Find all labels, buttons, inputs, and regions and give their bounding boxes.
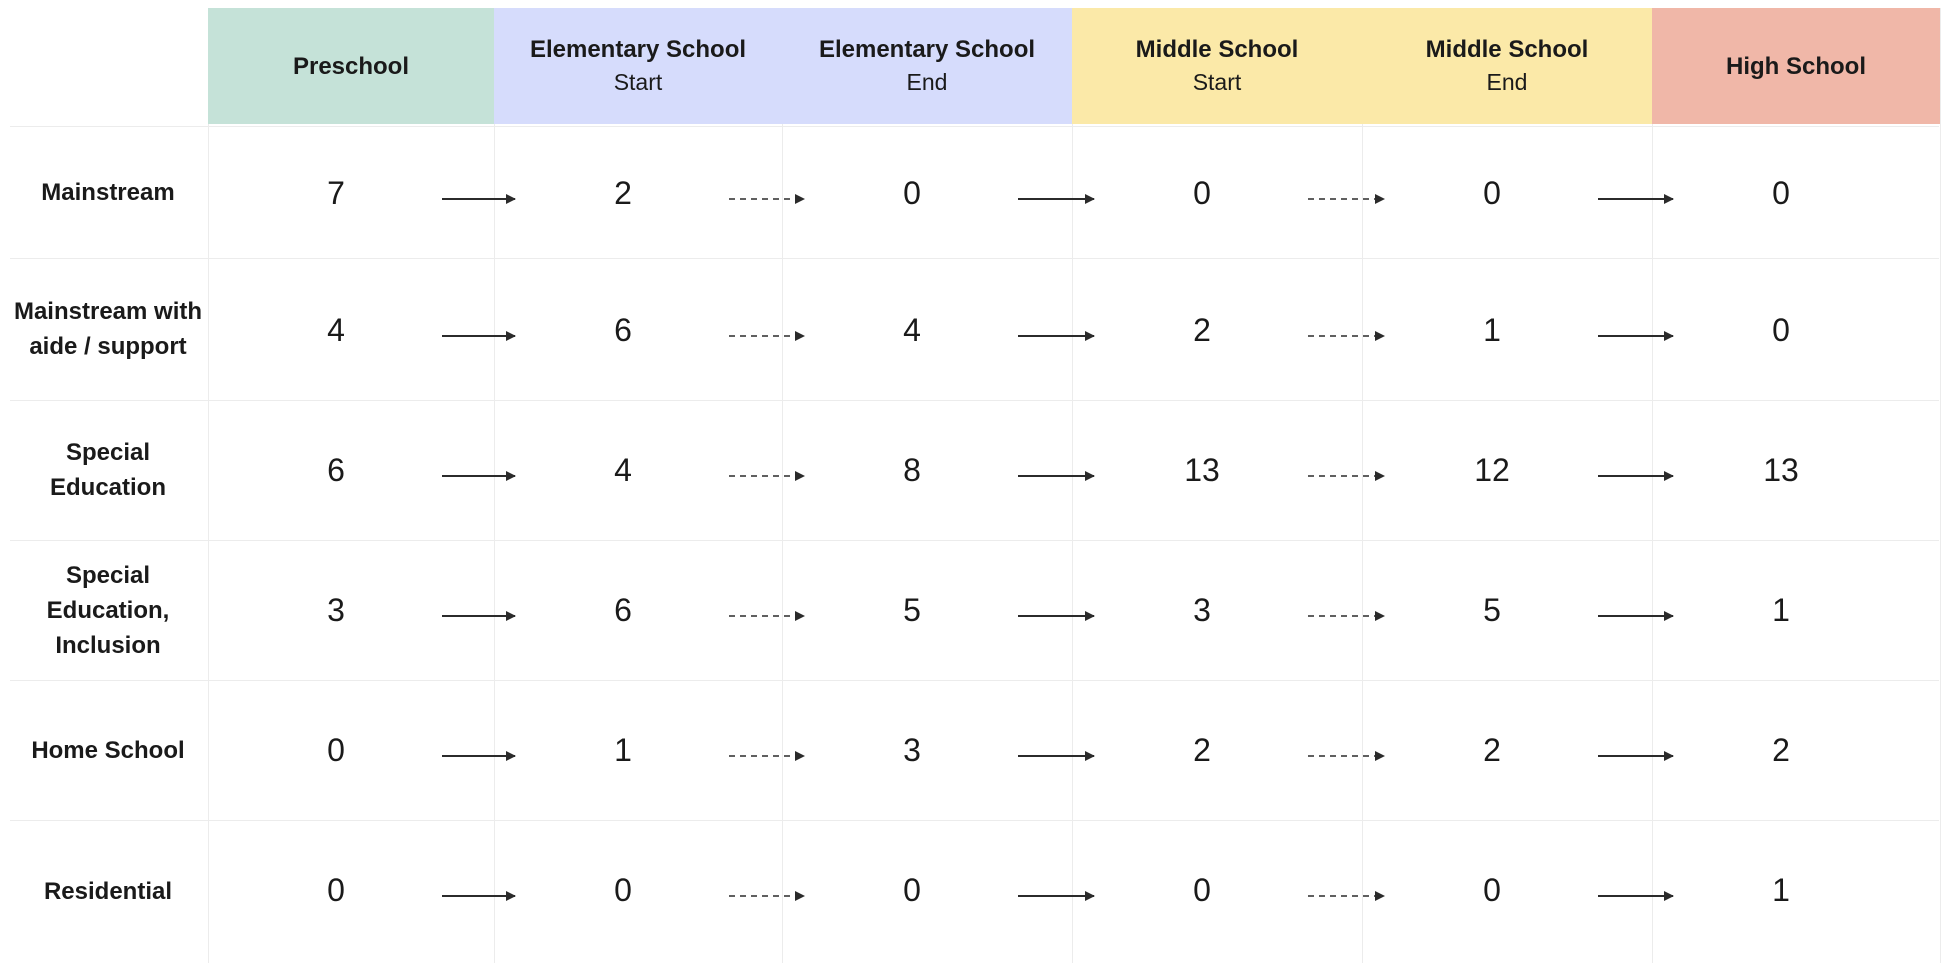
- row-label-text: Residential: [43, 878, 173, 905]
- row-label-text: Mainstream with aide / support: [13, 298, 203, 360]
- row-label-text: Mainstream: [41, 178, 175, 206]
- column-header-subtitle: End: [906, 69, 948, 95]
- count-value: 1: [1772, 872, 1790, 908]
- column-header-title: High School: [1726, 52, 1866, 80]
- column-header-title: Middle School: [1425, 36, 1589, 63]
- count-value: 13: [1763, 452, 1799, 488]
- count-value: 0: [1772, 312, 1790, 348]
- count-value: 0: [1483, 872, 1501, 908]
- count-value: 1: [614, 732, 632, 768]
- count-value: 6: [327, 452, 345, 488]
- count-value: 4: [903, 312, 921, 348]
- row-label-text: Special Education: [49, 439, 166, 501]
- count-value: 0: [903, 872, 921, 908]
- count-value: 0: [1772, 175, 1790, 211]
- column-header-subtitle: Start: [613, 69, 663, 95]
- count-value: 13: [1184, 452, 1220, 488]
- count-value: 8: [903, 452, 921, 488]
- column-header-title: Elementary School: [818, 36, 1036, 63]
- count-value: 0: [614, 872, 632, 908]
- count-value: 1: [1772, 592, 1790, 628]
- count-value: 0: [1483, 175, 1501, 211]
- count-value: 3: [1193, 592, 1211, 628]
- column-header-subtitle: Start: [1192, 69, 1242, 95]
- count-value: 2: [1483, 732, 1501, 768]
- count-value: 5: [903, 592, 921, 628]
- row-label-text: Special Education, Inclusion: [46, 561, 170, 659]
- row-label-text: Home School: [31, 736, 185, 764]
- count-value: 2: [614, 175, 632, 211]
- count-value: 12: [1474, 452, 1510, 488]
- column-header-title: Middle School: [1135, 36, 1299, 63]
- count-value: 4: [327, 312, 345, 348]
- count-value: 5: [1483, 592, 1501, 628]
- count-value: 0: [1193, 872, 1211, 908]
- count-value: 6: [614, 592, 632, 628]
- count-value: 6: [614, 312, 632, 348]
- column-header-subtitle: End: [1486, 69, 1528, 95]
- column-header-title: Elementary School: [529, 36, 747, 63]
- count-value: 0: [1193, 175, 1211, 211]
- count-value: 0: [903, 175, 921, 211]
- count-value: 4: [614, 452, 632, 488]
- count-value: 0: [327, 872, 345, 908]
- count-value: 2: [1772, 732, 1790, 768]
- column-header-title: Preschool: [292, 52, 410, 80]
- count-value: 0: [327, 732, 345, 768]
- count-value: 1: [1483, 312, 1501, 348]
- count-value: 2: [1193, 732, 1211, 768]
- count-value: 3: [903, 732, 921, 768]
- count-value: 3: [327, 592, 345, 628]
- count-value: 2: [1193, 312, 1211, 348]
- count-value: 7: [327, 175, 345, 211]
